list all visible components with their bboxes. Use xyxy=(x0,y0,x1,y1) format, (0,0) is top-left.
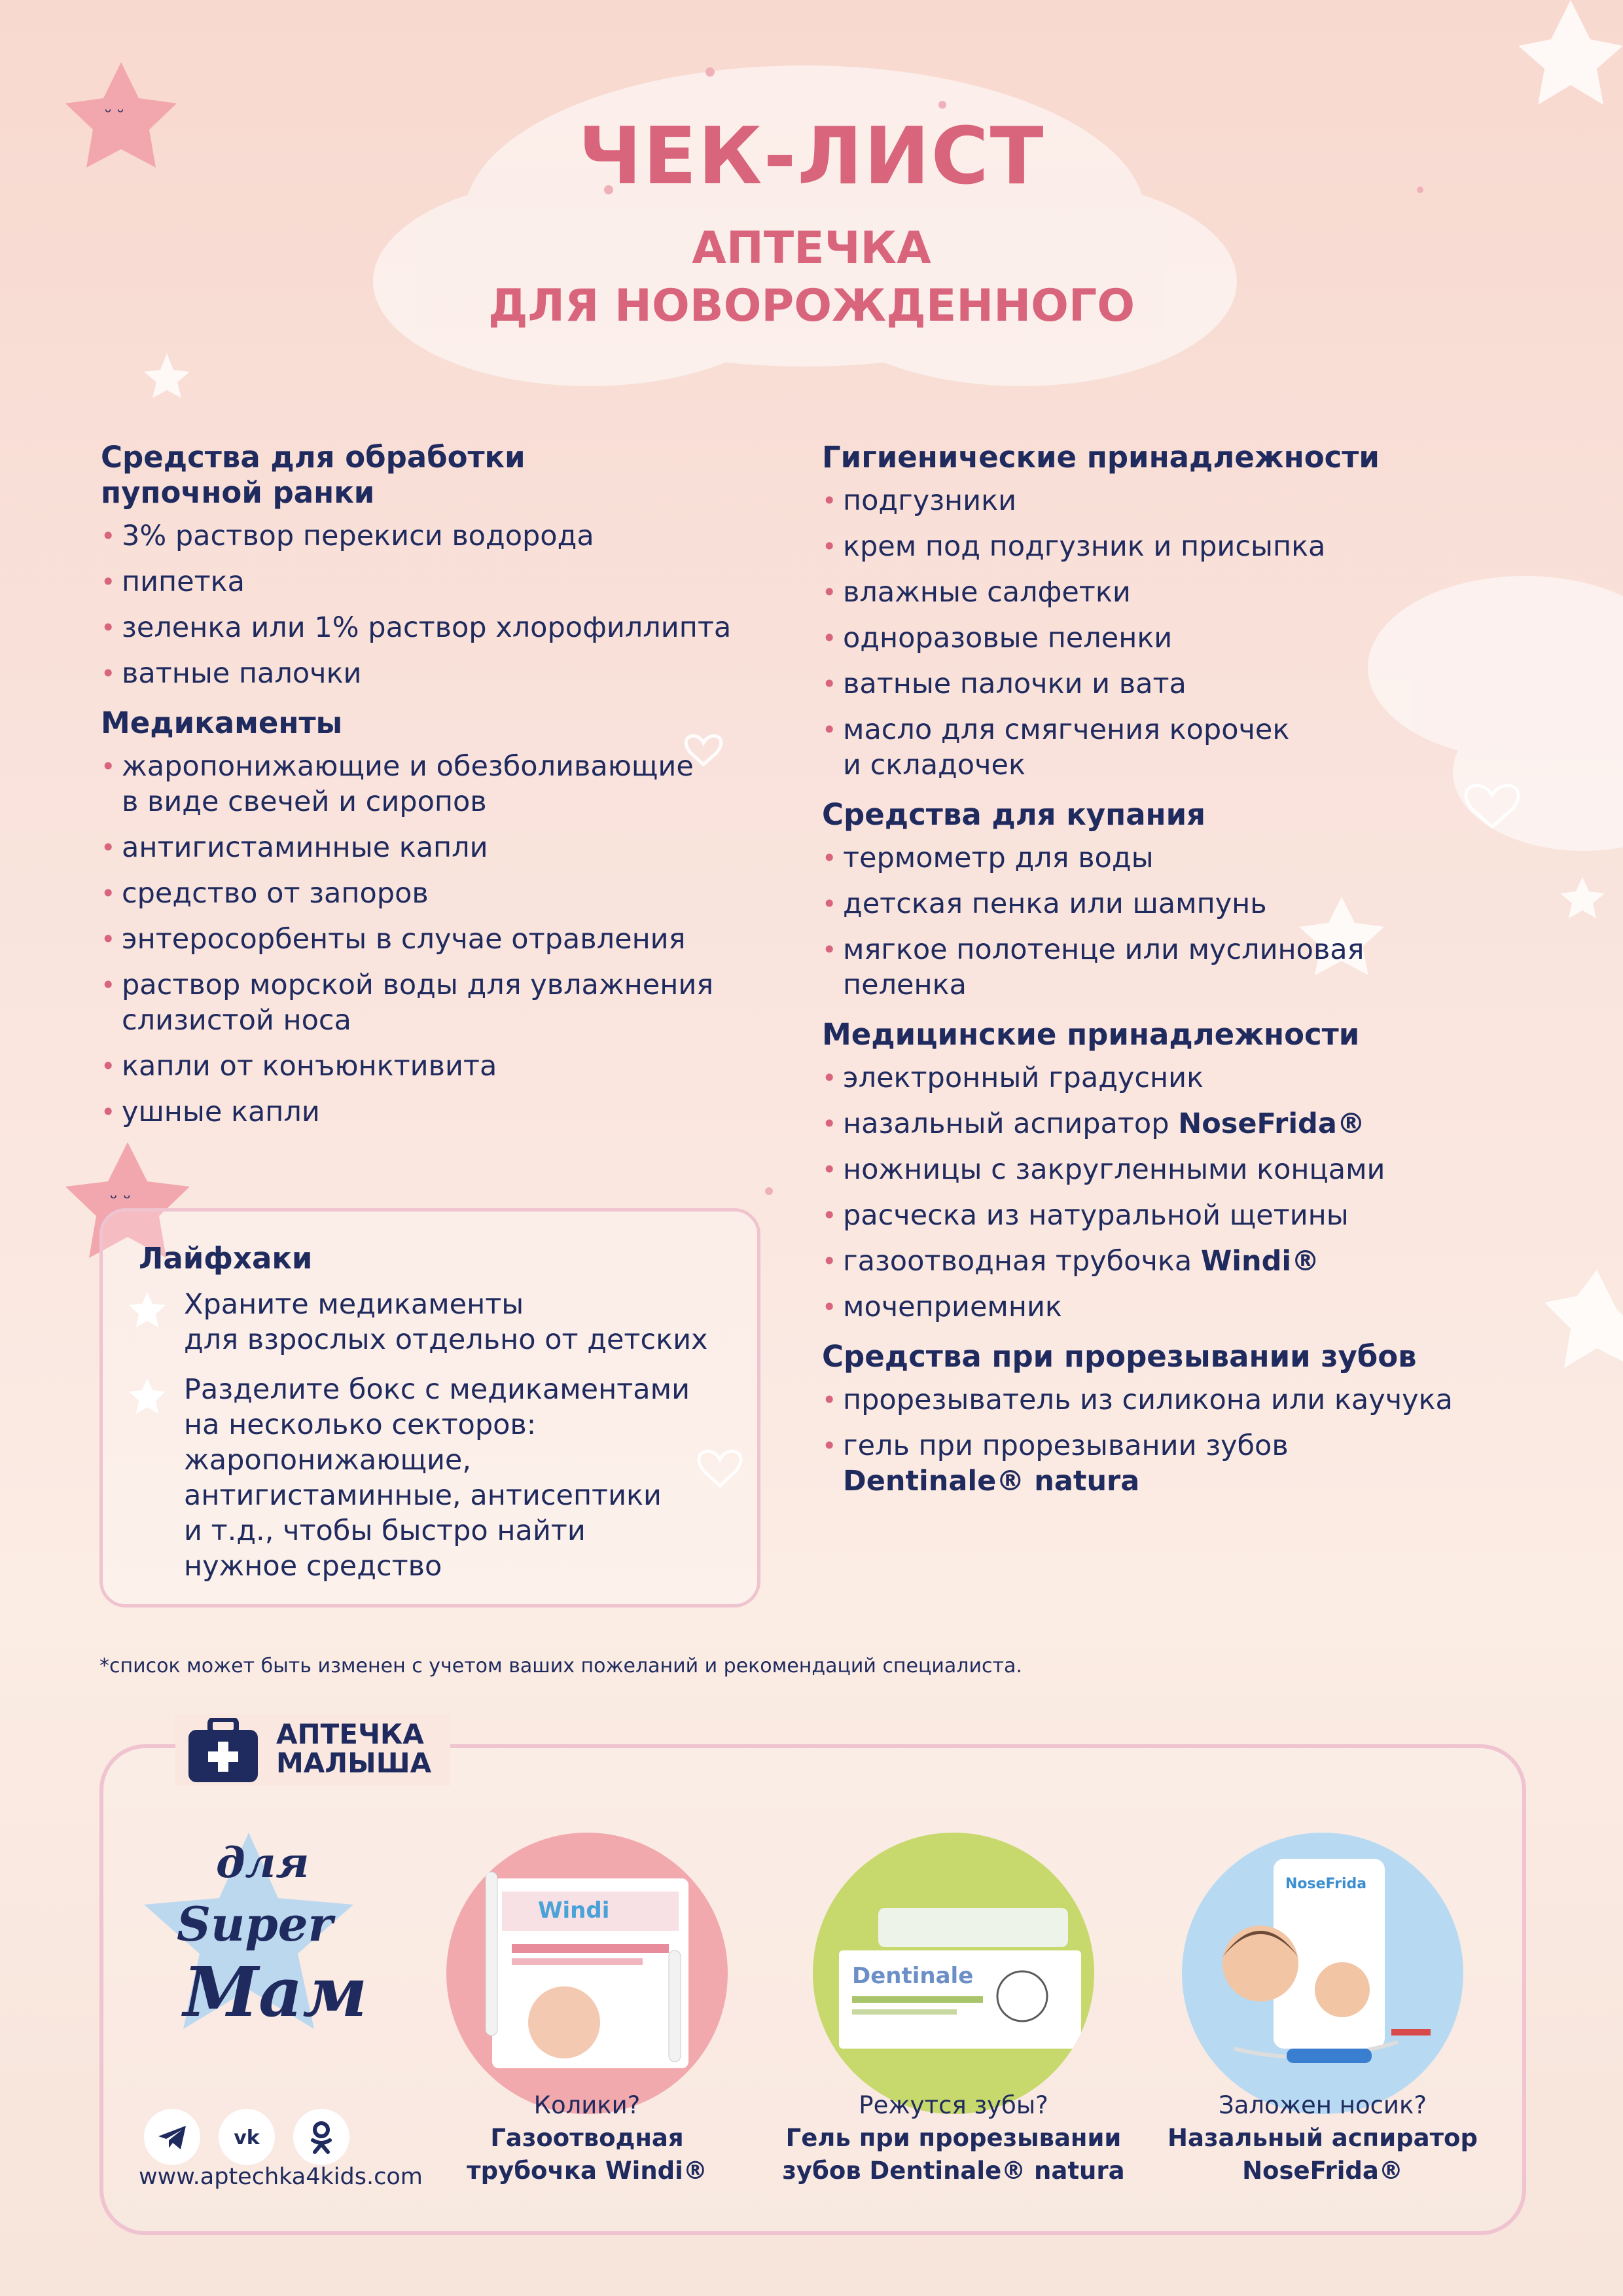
section-heading: Средства для обработки пупочной ранки xyxy=(101,440,526,510)
lifehacks-title: Лайфхаки xyxy=(139,1241,313,1276)
brand-windi: Windi® xyxy=(1200,1245,1320,1278)
super-mom-logo xyxy=(144,1826,393,2055)
section-teething xyxy=(822,1339,1555,1499)
page-title: ЧЕК-ЛИСТ xyxy=(578,111,1045,202)
list-item: • масло для смягчения корочек и складочек xyxy=(822,712,1555,783)
windi-package-icon xyxy=(446,1833,728,2114)
list-item: • подгузники xyxy=(822,483,1555,518)
list-item: • прорезыватель из силикона или каучука xyxy=(822,1382,1555,1418)
svg-text:для: для xyxy=(216,1839,310,1888)
list-item: • мягкое полотенце или муслиновая пеленка xyxy=(822,932,1555,1003)
list-item: • капли от конъюнктивита xyxy=(101,1049,781,1084)
svg-text:Windi: Windi xyxy=(538,1897,610,1924)
section-umbilical xyxy=(101,440,781,691)
website-link[interactable]: www.aptechka4kids.com xyxy=(139,2164,423,2190)
svg-text:NoseFrida: NoseFrida xyxy=(1285,1876,1367,1892)
section-heading: Средства при прорезывании зубов xyxy=(822,1339,1417,1374)
product-image-nosefrida xyxy=(1182,1833,1463,2114)
list-item: • антигистаминные капли xyxy=(101,830,781,865)
list-item: • назальный аспиратор NoseFrida® xyxy=(822,1106,1555,1141)
subtitle-line-2: ДЛЯ НОВОРОЖДЕННОГО xyxy=(488,280,1135,332)
list-item: • средство от запоров xyxy=(101,876,781,911)
section-medicines xyxy=(101,706,781,1130)
svg-text:vk: vk xyxy=(234,2126,260,2149)
product-image-dentinale xyxy=(813,1833,1094,2114)
svg-text:Super: Super xyxy=(177,1896,333,1952)
star-icon xyxy=(128,1376,167,1416)
list-item: • ватные палочки xyxy=(101,656,781,691)
section-bathing xyxy=(822,797,1555,1003)
dentinale-package-icon xyxy=(813,1833,1094,2114)
subtitle-line-1: АПТЕЧКА xyxy=(692,223,931,274)
footnote: *список может быть изменен с учетом ваших пожеланий и рекомендаций специалиста. xyxy=(99,1655,1022,1677)
section-heading: Медикаменты xyxy=(101,706,343,740)
section-hygiene xyxy=(822,440,1555,783)
telegram-icon[interactable] xyxy=(144,2109,200,2165)
product-image-windi xyxy=(446,1833,728,2114)
list-item: • ушные капли xyxy=(101,1094,781,1130)
list-item: • гель при прорезывании зубов Dentinale® natura xyxy=(822,1428,1555,1499)
list-item: • термометр для воды xyxy=(822,840,1555,876)
list-item: • электронный градусник xyxy=(822,1060,1555,1096)
svg-text:ᵕ ᵕ: ᵕ ᵕ xyxy=(110,1187,132,1209)
list-item: • влажные салфетки xyxy=(822,575,1555,610)
caption-nosefrida: Заложен носик? Назальный аспиратор NoseFrida® xyxy=(1168,2091,1478,2185)
list-item: • раствор морской воды для увлажнения слизистой носа xyxy=(101,967,781,1038)
list-item: • жаропонижающие и обезболивающие в виде свечей и сиропов xyxy=(101,749,781,819)
list-item: • пипетка xyxy=(101,564,781,600)
brand-nosefrida: NoseFrida® xyxy=(1178,1107,1365,1140)
nosefrida-package-icon xyxy=(1182,1833,1463,2114)
list-item: • ватные палочки и вата xyxy=(822,666,1555,702)
list-item: • крем под подгузник и присыпка xyxy=(822,529,1555,564)
section-heading: Средства для купания xyxy=(822,797,1206,832)
list-item: • 3% раствор перекиси водорода xyxy=(101,518,781,554)
brand-dentinale: Dentinale® natura xyxy=(843,1465,1140,1498)
list-item: • зеленка или 1% раствор хлорофиллипта xyxy=(101,610,781,645)
lifehack-item: Храните медикаменты для взрослых отдельно от детских xyxy=(184,1288,708,1356)
vk-icon[interactable] xyxy=(219,2109,275,2165)
lifehacks-box xyxy=(99,1208,760,1607)
list-item: • детская пенка или шампунь xyxy=(822,886,1555,922)
section-heading: Медицинские принадлежности xyxy=(822,1017,1360,1052)
svg-text:Dentinale: Dentinale xyxy=(852,1963,974,1989)
svg-text:ᵕ ᵕ: ᵕ ᵕ xyxy=(105,103,124,122)
brand-name: АПТЕЧКА МАЛЫША xyxy=(276,1718,432,1779)
list-item: • расческа из натуральной щетины xyxy=(822,1198,1555,1233)
list-item: • одноразовые пеленки xyxy=(822,620,1555,656)
section-heading: Гигиенические принадлежности xyxy=(822,440,1380,475)
caption-dentinale: Режутся зубы? Гель при прорезывании зубов Dentinale® natura xyxy=(782,2091,1125,2185)
list-item: • ножницы с закругленными концами xyxy=(822,1152,1555,1187)
list-item: • газоотводная трубочка Windi® xyxy=(822,1244,1555,1279)
left-column xyxy=(101,440,781,1144)
odnoklassniki-icon[interactable] xyxy=(293,2109,349,2165)
star-icon xyxy=(128,1290,167,1329)
caption-windi: Колики? Газоотводная трубочка Windi® xyxy=(467,2091,707,2185)
lifehack-item: Разделите бокс с медикаментами на несколько секторов: жаропонижающие, антигистаминные, антисептики и т.д., чтобы быстро найти нужное средство xyxy=(184,1373,690,1583)
list-item: • мочеприемник xyxy=(822,1289,1555,1325)
list-item: • энтеросорбенты в случае отравления xyxy=(101,922,781,957)
first-aid-kit-icon xyxy=(188,1718,258,1782)
right-column xyxy=(822,440,1555,1513)
svg-text:Мам: Мам xyxy=(183,1952,368,2032)
section-medical-supplies xyxy=(822,1017,1555,1325)
